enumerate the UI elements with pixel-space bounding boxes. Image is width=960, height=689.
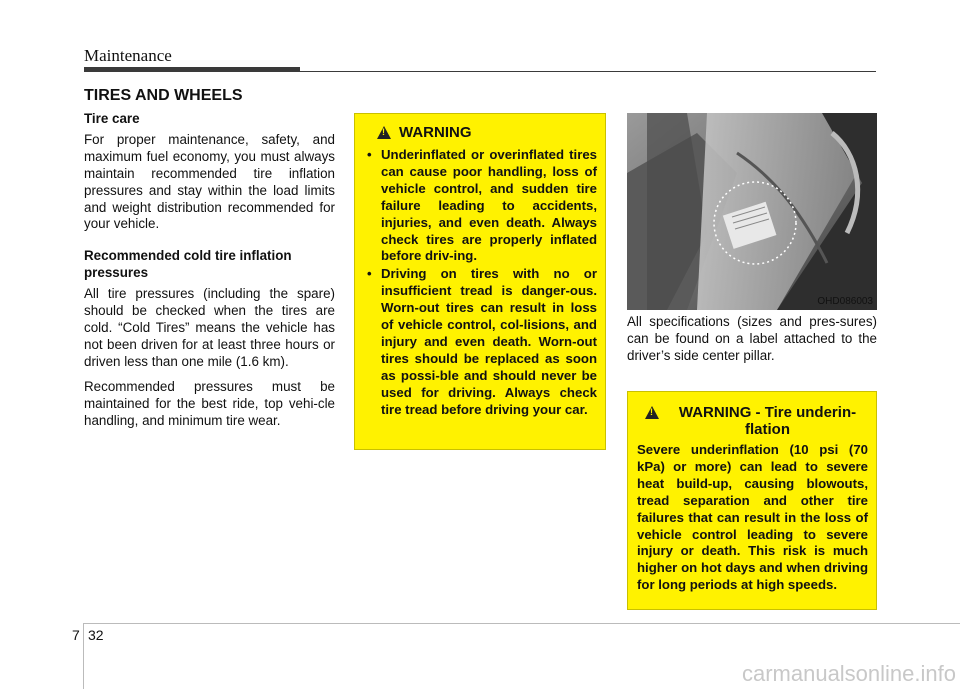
- photo-caption: OHD086003: [817, 296, 873, 307]
- warning-list: [367, 147, 597, 419]
- header-bar: [84, 67, 300, 72]
- cold-pressures-heading: Recommended cold tire inflation pressures: [84, 248, 292, 281]
- section-header-title: Maintenance: [84, 46, 172, 65]
- warning-body: Severe underinflation (10 psi (70 kPa) or more) can lead to severe heat build-up, causing blowouts, tread separation and other tire failures that can result in the loss of vehicle control leading to severe injury or death. This risk is much higher on hot days and when driving for long periods at high speeds.: [637, 442, 868, 593]
- watermark: carmanualsonline.info: [741, 661, 956, 686]
- footer-rule: [84, 623, 960, 624]
- warning-title: WARNING: [399, 124, 472, 141]
- cold-pressures-text-2: Recommended pressures must be maintained for the best ride, top vehi-cle handling, and minimum tire wear.: [84, 378, 335, 428]
- tire-care-text: For proper maintenance, safety, and maximum fuel economy, you must always maintain recommended tire inflation pressures and stay within the load limits and weight distribution recommended for your vehicle.: [84, 131, 335, 232]
- tire-care-heading: Tire care: [84, 111, 140, 126]
- page-title: TIRES AND WHEELS: [84, 87, 243, 104]
- warning-triangle-icon: [645, 406, 659, 419]
- chapter-number: 7: [72, 627, 80, 643]
- body-column-left: [84, 111, 335, 444]
- warning-item: • Underinflated or overinflated tires can cause poor handling, loss of vehicle control, and sudden tire failure leading to accidents, injuries, and even death. Always check tires are properly inflated before driv-ing.: [367, 147, 597, 265]
- cold-pressures-text-1: All tire pressures (including the spare) should be checked when the tires are cold. “Cold Tires” means the vehicle has not been driven for at least three hours or driven less than one mile (1.6 km).: [84, 286, 335, 369]
- label-location-text: All specifications (sizes and pres-sures) can be found on a label attached to the driver’s side center pillar.: [627, 314, 877, 363]
- footer-divider: [83, 623, 84, 689]
- warning-item: • Driving on tires with no or insufficient tread is danger-ous. Worn-out tires can result in loss of vehicle control, col-lisions, and injury and even death. Worn-out tires should be replaced as soon as possi-ble and should never be used for driving. Always check tire tread before driving your car.: [367, 266, 597, 418]
- pillar-label-image: [627, 113, 877, 310]
- warning-header: [645, 404, 868, 438]
- door-pillar-photo: [627, 113, 877, 310]
- underinflation-warning-box: [627, 391, 877, 610]
- page-number: 32: [88, 627, 104, 643]
- header-rule: [300, 71, 876, 72]
- warning-title: WARNING - Tire underin-flation: [678, 404, 857, 438]
- warning-header: [377, 124, 597, 141]
- warning-box: [354, 113, 606, 450]
- warning-triangle-icon: [377, 126, 391, 139]
